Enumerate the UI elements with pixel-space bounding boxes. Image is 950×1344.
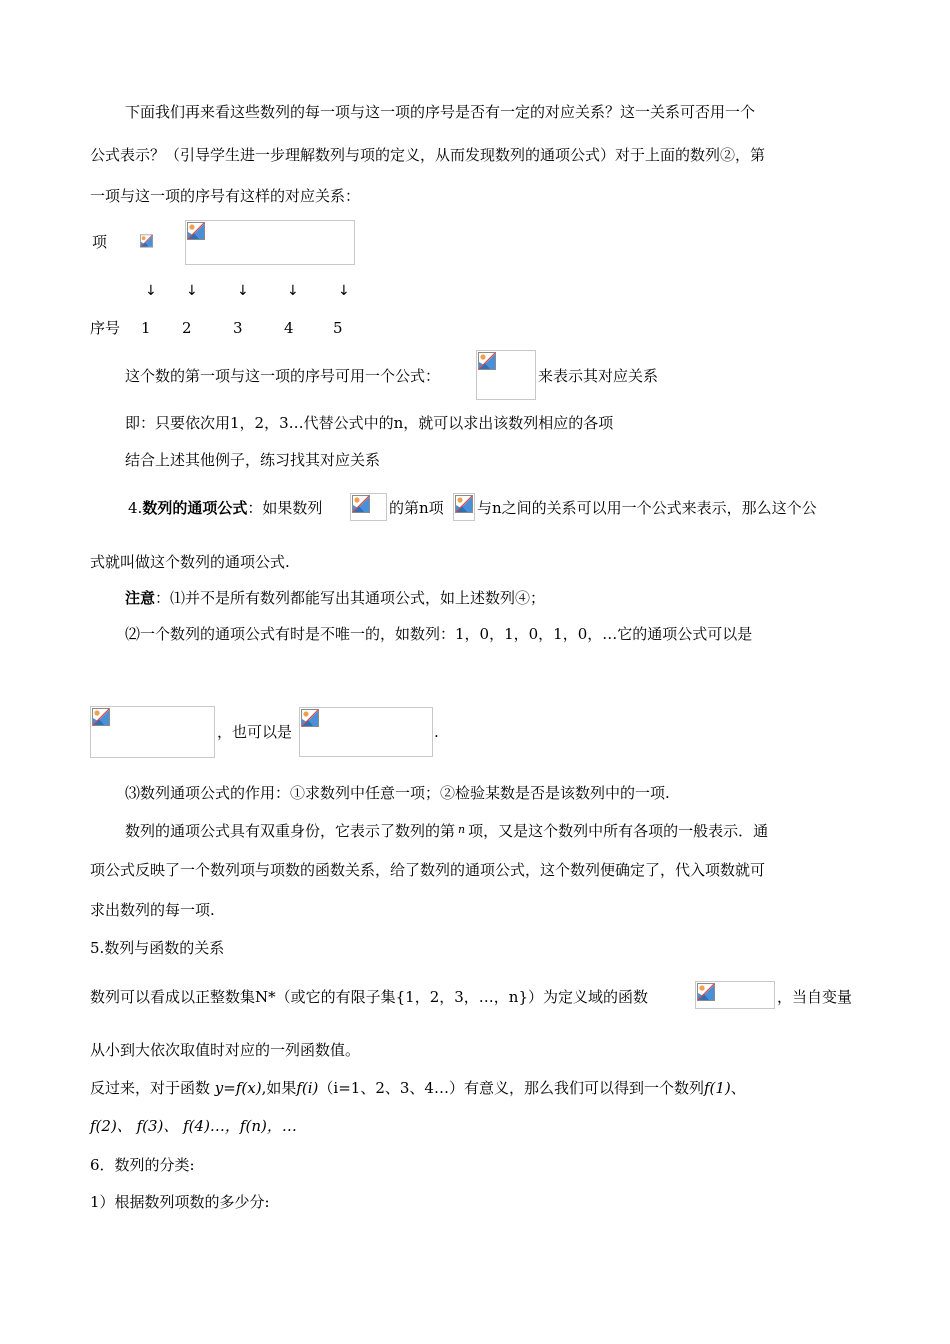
general-term-image-1 <box>90 706 215 758</box>
para1-line2: 公式表示？（引导学生进一步理解数列与项的定义，从而发现数列的通项公式）对于上面的数列②，第 <box>90 146 766 164</box>
sec5-line2: 从小到大依次取值时对应的一列函数值。 <box>90 1041 361 1059</box>
dual-n: n <box>458 823 466 836</box>
sec5-line3-c: （i=1、2、3、4…）有意义，那么我们可以得到一个数列 <box>318 1079 704 1097</box>
note-period: . <box>434 723 439 741</box>
broken-image-icon <box>301 709 319 727</box>
def4-number: 4. <box>128 499 143 517</box>
para1-line1: 下面我们再来看这些数列的每一项与这一项的序号是否有一定的对应关系？这一关系可否用一个 <box>125 103 756 121</box>
general-term-image-2 <box>299 707 433 757</box>
index-label: 序号 <box>90 319 121 337</box>
note-label: 注意 <box>125 589 156 607</box>
sec5-line1-b: ，当自变量 <box>777 988 853 1006</box>
nth-term-image <box>453 493 475 521</box>
item-label: 项 <box>92 233 108 251</box>
formula-outro: 来表示其对应关系 <box>538 367 659 385</box>
def4-mid2: 与n之间的关系可以用一个公式来表示，那么这个公 <box>477 499 817 517</box>
term-image-small <box>140 232 153 252</box>
terms-sequence-image <box>185 220 355 265</box>
broken-image-icon <box>697 983 715 1001</box>
sec5-line4: f(2)、 f(3)、 f(4)…，f(n)，… <box>90 1117 297 1135</box>
note-item3: ⑶数列通项公式的作用：①求数列中任意一项；②检验某数是否是该数列中的一项. <box>125 784 670 802</box>
def4-mid1: 的第n项 <box>389 499 444 517</box>
sec5-line1: 数列可以看成以正整数集N*（或它的有限子集{1，2，3，…，n}）为定义域的函数 <box>90 988 649 1006</box>
fi-notation: f(i) <box>296 1079 319 1097</box>
sec5-line3-a: 反过来，对于函数 <box>90 1079 211 1097</box>
broken-image-icon <box>92 708 110 726</box>
dual-line1 <box>125 820 768 841</box>
sec5-title: 5.数列与函数的关系 <box>90 939 225 957</box>
index-5: 5 <box>333 319 343 337</box>
sec5-line3-d: 、 <box>730 1079 746 1097</box>
note-item1: ：⑴并不是所有数列都能写出其通项公式，如上述数列④； <box>155 589 546 607</box>
broken-image-icon <box>187 222 205 240</box>
def4-colon: ：如果数列 <box>247 499 323 517</box>
sec5-line3 <box>90 1078 746 1098</box>
arrow-5: ↓ <box>338 283 350 299</box>
note-item2: ⑵一个数列的通项公式有时是不唯一的，如数列：1，0，1，0，1，0，…它的通项公式可以是 <box>125 625 753 643</box>
note-also: ，也可以是 <box>217 723 293 741</box>
sequence-symbol-image <box>350 493 387 521</box>
arrow-2: ↓ <box>186 283 198 299</box>
sec6-sub1: 1）根据数列项数的多少分: <box>90 1193 270 1211</box>
dual-line2: 项公式反映了一个数列项与项数的函数关系，给了数列的通项公式，这个数列便确定了，代入项数就可 <box>90 861 766 879</box>
combine-line: 结合上述其他例子，练习找其对应关系 <box>125 451 381 469</box>
sec6-title: 6．数列的分类: <box>90 1156 195 1174</box>
dual-line1-b: 项，又是这个数列中所有各项的一般表示．通 <box>468 822 769 840</box>
index-2: 2 <box>182 319 192 337</box>
dual-line3: 求出数列的每一项. <box>90 901 215 919</box>
arrow-3: ↓ <box>237 283 249 299</box>
index-4: 4 <box>284 319 294 337</box>
formula-image <box>476 350 536 400</box>
def4-line1 <box>128 498 322 518</box>
dual-line1-a: 数列的通项公式具有双重身份，它表示了数列的第 <box>125 822 456 840</box>
formula-intro: 这个数的第一项与这一项的序号可用一个公式： <box>125 367 441 385</box>
broken-image-icon <box>455 495 473 513</box>
f1-notation: f(1) <box>703 1079 731 1097</box>
note-line1 <box>125 588 545 608</box>
sec5-line3-b: ,如果 <box>261 1079 297 1097</box>
def4-title: 数列的通项公式 <box>142 499 248 517</box>
broken-image-icon <box>140 232 153 250</box>
broken-image-icon <box>478 352 496 370</box>
para1-line3: 一项与这一项的序号有这样的对应关系： <box>90 187 361 205</box>
index-3: 3 <box>233 319 243 337</box>
namely-line: 即：只要依次用1，2，3…代替公式中的n，就可以求出该数列相应的各项 <box>125 414 614 432</box>
arrow-1: ↓ <box>145 283 157 299</box>
def4-line2: 式就叫做这个数列的通项公式. <box>90 553 290 571</box>
function-image <box>695 981 775 1009</box>
arrow-4: ↓ <box>287 283 299 299</box>
function-notation: y=f(x) <box>214 1079 262 1097</box>
broken-image-icon <box>352 495 370 513</box>
index-1: 1 <box>141 319 151 337</box>
